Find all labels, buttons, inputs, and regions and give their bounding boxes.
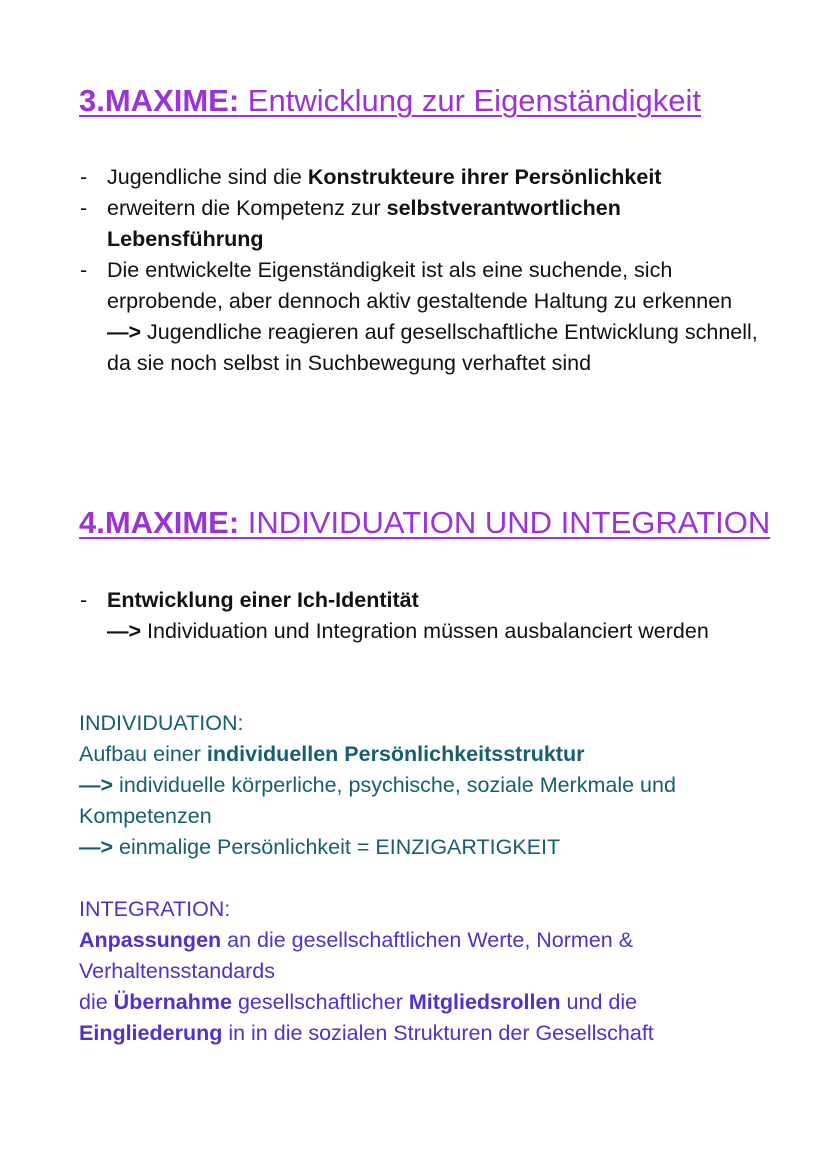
bullet-bold-text: Entwicklung einer Ich-Identität [107, 588, 419, 612]
integration-line-2-post: und die [560, 990, 638, 1014]
section-4-heading [79, 502, 779, 543]
integration-line-3-bold: Eingliederung [79, 1021, 223, 1045]
individuation-line-1-bold: individuellen Persönlichkeitsstruktur [206, 742, 585, 766]
integration-line-1 [79, 925, 779, 987]
section-4-heading-bold: 4.MAXIME: [79, 505, 240, 540]
bullet-item [79, 162, 779, 193]
bullet-text: Die entwickelte Eigenständigkeit ist als eine suchende, sich erprobende, aber dennoch aktiv gestaltende Haltung zu erkennen [107, 258, 733, 313]
individuation-line-2-text: individuelle körperliche, psychische, soziale Merkmale und Kompetenzen [79, 773, 676, 828]
bullet-dash: - [80, 588, 88, 612]
bullet-dash: - [80, 165, 88, 189]
integration-line-2 [79, 987, 779, 1018]
integration-title: INTEGRATION: [79, 897, 231, 921]
bullet-item [79, 585, 779, 647]
arrow-symbol: —> [79, 773, 114, 797]
arrow-text: Jugendliche reagieren auf gesellschaftliche Entwicklung schnell, da sie noch selbst in Suchbewegung verhaftet sind [107, 320, 758, 375]
section-3-heading [79, 80, 779, 121]
integration-line-1-text: an die gesellschaftlichen Werte, Normen & Verhaltensstandards [79, 928, 634, 983]
integration-line-2-bold-2: Mitgliedsrollen [408, 990, 561, 1014]
bullet-bold-text: Konstrukteure ihrer Persönlichkeit [307, 165, 662, 189]
bullet-item [79, 193, 779, 255]
bullet-dash: - [80, 196, 88, 220]
bullet-text: erweitern die Kompetenz zur [107, 196, 387, 220]
arrow-text: Individuation und Integration müssen ausbalanciert werden [141, 619, 709, 643]
integration-line-3 [79, 1018, 779, 1049]
section-3-heading-bold: 3.MAXIME: [79, 83, 240, 118]
section-4-bullet-list [79, 585, 779, 647]
section-3-heading-text: Entwicklung zur Eigenständigkeit [239, 83, 701, 118]
bullet-text: Jugendliche sind die [107, 165, 308, 189]
individuation-line-1 [79, 739, 779, 770]
integration-line-3-text: in in die sozialen Strukturen der Gesellschaft [222, 1021, 654, 1045]
section-3-bullet-list [79, 162, 779, 379]
individuation-line-3 [79, 832, 779, 863]
individuation-line-1-text: Aufbau einer [79, 742, 207, 766]
arrow-symbol: —> [107, 320, 142, 344]
integration-block [79, 894, 779, 1049]
individuation-line-2 [79, 770, 779, 832]
bullet-bold-text: selbstverantwortlichen Lebensführung [107, 196, 621, 251]
individuation-block [79, 708, 779, 863]
arrow-symbol: —> [107, 619, 142, 643]
integration-line-1-bold: Anpassungen [79, 928, 222, 952]
arrow-symbol: —> [79, 835, 114, 859]
section-4-heading-text: INDIVIDUATION UND INTEGRATION [239, 505, 771, 540]
bullet-item [79, 255, 779, 379]
integration-line-2-mid: gesellschaftlicher [231, 990, 409, 1014]
integration-line-2-bold-1: Übernahme [113, 990, 232, 1014]
integration-line-2-pre: die [79, 990, 114, 1014]
individuation-line-3-text: einmalige Persönlichkeit = EINZIGARTIGKEIT [113, 835, 561, 859]
individuation-title: INDIVIDUATION: [79, 711, 244, 735]
bullet-dash: - [80, 258, 88, 282]
